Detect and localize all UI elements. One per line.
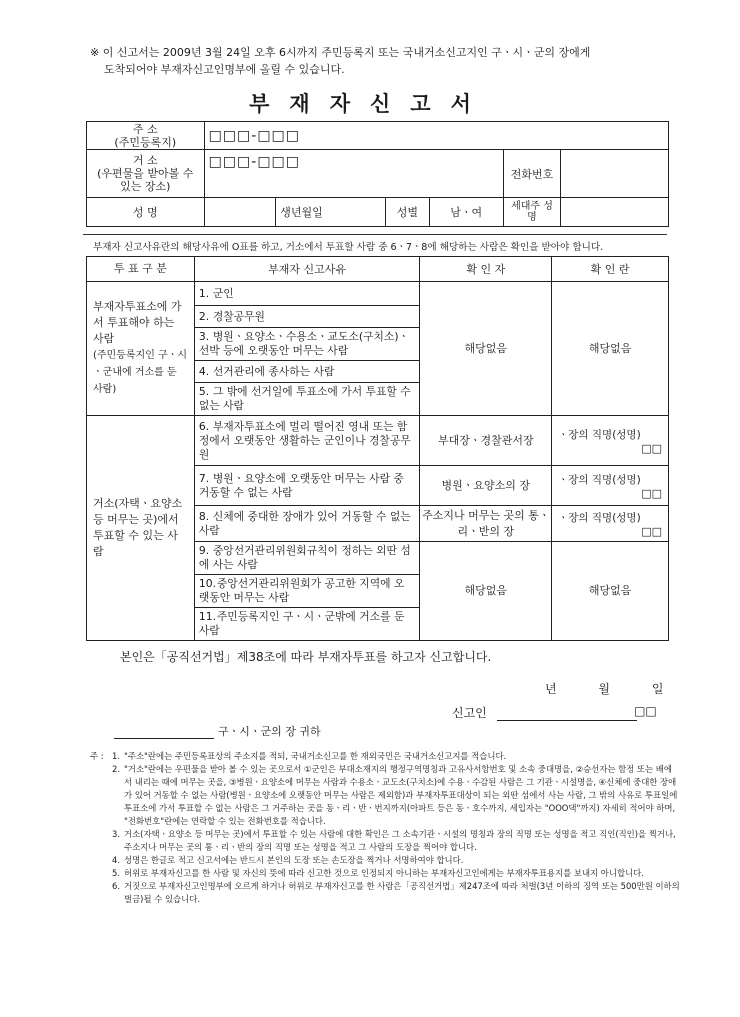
address-label: 주 소 xyxy=(132,122,158,136)
category-polling-station xyxy=(87,282,195,416)
confirmer-hospital: 병원ㆍ요양소의 장 xyxy=(420,466,552,506)
instruction-notice: 부재자 신고사유란의 해당사유에 O표를 하고, 거소에서 투표할 사람 중 6ㆍ7ㆍ8에 해당하는 사람은 확인을 받아야 합니다. xyxy=(93,242,604,253)
birthdate-label: 생년월일 xyxy=(280,206,323,219)
address-sublabel: (주민등록지) xyxy=(114,135,177,149)
birthdate-field[interactable] xyxy=(276,198,386,227)
signature-field[interactable]: ㆍ장의 직명(성명) □□ xyxy=(552,506,669,542)
footnotes xyxy=(90,750,680,906)
top-notice-line1: 이 신고서는 2009년 3월 24일 오후 6시까지 주민등록지 또는 국내거소신고지인 구ㆍ시ㆍ군의 장에게 xyxy=(102,46,591,59)
footnote-item: 3. 거소(자택ㆍ요양소 등 머무는 곳)에서 투표할 수 있는 사람에 대한 확인은 그 소속기관ㆍ시설의 명칭과 장의 직명 또는 성명을 적고 직인(직인)을 찍거나, 주소지나 머무는 곳의 통ㆍ리ㆍ반의 장의 직명 또는 성명을 적고 그 사람의 도장을 찍어야 합니다. xyxy=(112,829,676,852)
confirmer-rest: 해당없음 xyxy=(420,542,552,641)
householder-label: 세대주 성명 xyxy=(503,198,561,227)
signature-field[interactable]: ㆍ장의 직명(성명) □□ xyxy=(552,416,669,466)
reason-option[interactable]: 9. 중앙선거관리위원회규칙이 정하는 외딴 섬에 사는 사람 xyxy=(194,542,420,575)
reason-option[interactable]: 7. 병원ㆍ요양소에 오랫동안 머무는 사람 중 거동할 수 없는 사람 xyxy=(194,466,420,506)
declaration-statement: 본인은「공직선거법」제38조에 따라 부재자투표를 하고자 신고합니다. xyxy=(120,650,492,664)
residence-postcode-boxes: □□□-□□□ xyxy=(208,154,300,170)
reason-option[interactable]: 2. 경찰공무원 xyxy=(194,306,420,328)
reason-option[interactable]: 3. 병원ㆍ요양소ㆍ수용소ㆍ교도소(구치소)ㆍ선박 등에 오랫동안 머무는 사람 xyxy=(194,328,420,361)
header-reason: 부재자 신고사유 xyxy=(194,257,420,282)
declarant-signature[interactable] xyxy=(452,704,657,721)
reason-option[interactable]: 5. 그 밖에 선거일에 투표소에 가서 투표할 수 없는 사람 xyxy=(194,383,420,416)
top-notice xyxy=(90,44,690,78)
phone-label: 전화번호 xyxy=(503,150,561,198)
declarant-seal-box: □□ xyxy=(634,704,657,718)
gender-options[interactable]: 남ㆍ여 xyxy=(450,206,483,219)
declarant-label: 신고인 xyxy=(452,706,487,720)
gender-label: 성별 xyxy=(386,198,430,226)
category-polling-station-main: 부재자투표소에 가서 투표해야 하는 사람 xyxy=(93,300,182,345)
residence-label: 거 소 xyxy=(132,154,158,167)
form-title: 부재자신고서 xyxy=(249,92,491,116)
address-label-cell xyxy=(87,122,205,150)
applicant-info-table xyxy=(86,121,669,227)
signature-field[interactable]: ㆍ장의 직명(성명) □□ xyxy=(552,466,669,506)
footnote-item: 4. 성명은 한글로 적고 신고서에는 반드시 본인의 도장 또는 손도장을 찍거나 서명하여야 합니다. xyxy=(112,855,464,865)
confirmation-group1: 해당없음 xyxy=(552,282,669,416)
category-polling-station-sub: (주민등록지인 구ㆍ시ㆍ군내에 거소를 둔 사람) xyxy=(93,350,188,395)
footnote-item: 1. "주소"란에는 주민등록표상의 주소지를 적되, 국내거소신고를 한 재외국민은 국내거소신고지를 적습니다. xyxy=(112,751,507,761)
top-notice-line2: 도착되어야 부재자신고인명부에 올릴 수 있습니다. xyxy=(104,63,345,76)
householder-field[interactable] xyxy=(561,198,669,227)
category-residence-voting: 거소(자택ㆍ요양소 등 머무는 곳)에서 투표할 수 있는 사람 xyxy=(87,416,195,641)
residence-label-cell xyxy=(87,150,205,198)
reason-option[interactable]: 11.주민등록지인 구ㆍ시ㆍ군밖에 거소를 둔 사람 xyxy=(194,608,420,641)
reason-table xyxy=(86,256,669,641)
confirmer-group1: 해당없음 xyxy=(420,282,552,416)
section-divider xyxy=(83,234,667,235)
recipient-text: 구ㆍ시ㆍ군의 장 귀하 xyxy=(218,725,321,738)
date-field[interactable]: 년 월 일 xyxy=(545,682,664,696)
residence-sublabel: (우편물을 받아볼 수 있는 장소) xyxy=(97,167,194,193)
header-category: 투 표 구 분 xyxy=(87,257,195,282)
recipient-line xyxy=(114,723,321,739)
phone-field[interactable] xyxy=(561,150,669,198)
reason-option[interactable]: 10.중앙선거관리위원회가 공고한 지역에 오랫동안 머무는 사람 xyxy=(194,575,420,608)
header-confirmer: 확 인 자 xyxy=(420,257,552,282)
header-confirmation: 확 인 란 xyxy=(552,257,669,282)
footnotes-head: 주 : xyxy=(90,751,104,761)
recipient-blank[interactable] xyxy=(114,727,214,739)
footnote-item: 6. 거짓으로 부재자신고인명부에 오르게 하거나 허위로 부재자신고를 한 사람은「공직선거법」제247조에 따라 처벌(3년 이하의 징역 또는 500만원 이하의 벌금)될 수 있습니다. xyxy=(112,881,680,904)
reference-mark: ※ xyxy=(90,46,100,59)
reason-option[interactable]: 8. 신체에 중대한 장애가 있어 거동할 수 없는 사람 xyxy=(194,506,420,542)
reason-option[interactable]: 6. 부재자투표소에 멀리 떨어진 영내 또는 함정에서 오랫동안 생활하는 군인이나 경찰공무원 xyxy=(194,416,420,466)
declarant-name-line[interactable] xyxy=(497,707,637,721)
footnote-item: 2. "거소"란에는 우편물을 받아 볼 수 있는 곳으로서 ①군인은 부대소재지의 행정구역명칭과 고유사서함번호 및 소속 중대명을, ②승선자는 함정 또는 배에서 내리는 때에 머무는 곳을, ③병원ㆍ요양소에 머무는 사람과 수용소ㆍ교도소(구치소)에 수용ㆍ수감된 사람은 그 기관ㆍ시설명을, ④신체에 중대한 장애가 있어 거동할 수 없는 사람(병원ㆍ요양소에 오랫동안 머무는 사람은 제외함)과 부재자투표대상이 되는 외딴 섬에서 사는 사람, 그 밖의 사유로 투표일에 투표소에 가서 투표할 수 없는 사람은 그 거주하는 곳을 동ㆍ리ㆍ반ㆍ번지까지(아파트 등은 동ㆍ호수까지, 세입자는 "OOO댁"까지) 자세히 적어야 하며, "전화번호"란에는 연락할 수 있는 전화번호를 적습니다. xyxy=(112,764,678,826)
name-label: 성 명 xyxy=(87,198,205,227)
name-field[interactable] xyxy=(204,198,276,227)
footnotes-list xyxy=(112,750,680,906)
footnote-item: 5. 허위로 부재자신고를 한 사람 및 자신의 뜻에 따라 신고한 것으로 인정되지 아니하는 부재자신고인에게는 부재자투표용지를 보내지 아니합니다. xyxy=(112,868,644,878)
confirmation-rest: 해당없음 xyxy=(552,542,669,641)
reason-option[interactable]: 1. 군인 xyxy=(194,282,420,306)
address-postcode-boxes: □□□-□□□ xyxy=(208,127,300,144)
gender-cell xyxy=(385,198,503,227)
reason-option[interactable]: 4. 선거관리에 종사하는 사람 xyxy=(194,361,420,383)
residence-field[interactable] xyxy=(204,150,503,198)
address-field[interactable] xyxy=(204,122,668,150)
confirmer-village-head: 주소지나 머무는 곳의 통ㆍ리ㆍ반의 장 xyxy=(420,506,552,542)
confirmer-military: 부대장ㆍ경찰관서장 xyxy=(420,416,552,466)
